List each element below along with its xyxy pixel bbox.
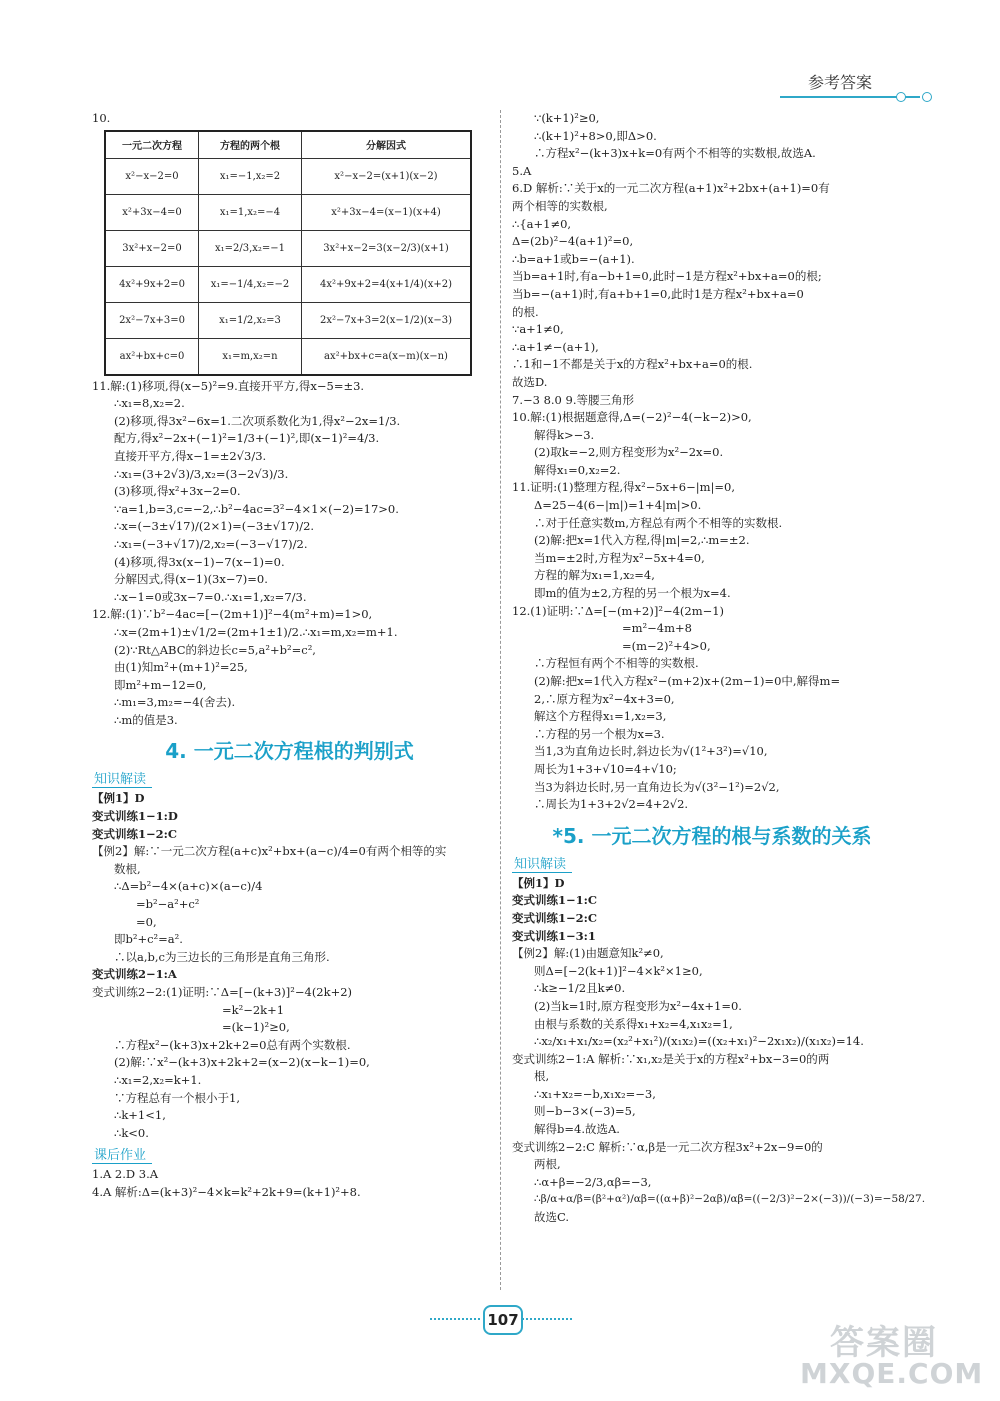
answer-line: 方程的解为x₁=1,x₂=4, — [534, 568, 655, 583]
table-row — [105, 302, 471, 338]
answer-line: 的根. — [512, 304, 539, 319]
table-cell: x₁=m,x₂=n — [199, 338, 302, 375]
answer-line: Δ=25−4(6−|m|)=1+4|m|>0. — [534, 498, 702, 513]
table-cell: 3x²+x−2=0 — [105, 230, 199, 266]
answer-line: ∴周长为1+3+2√2=4+2√2. — [534, 797, 689, 812]
answer-line: 变式训练1−2:C — [92, 826, 178, 841]
answer-line: =(k−1)²≥0, — [222, 1020, 290, 1035]
answer-line: 变式训练1−3:1 — [512, 928, 596, 943]
answer-line: (2)解:把x=1代入方程,得|m|=2,∴m=±2. — [534, 533, 750, 548]
answer-line: 解得b=4.故选A. — [534, 1122, 620, 1137]
table-cell: 3x²+x−2=3(x−2/3)(x+1) — [302, 230, 472, 266]
answer-line: 12.解:(1)∵b²−4ac=[−(2m+1)]²−4(m²+m)=1>0, — [92, 607, 373, 622]
table-cell: x²+3x−4=(x−1)(x+4) — [302, 194, 472, 230]
table-cell: x₁=2/3,x₂=−1 — [199, 230, 302, 266]
answer-line: 变式训练1−2:C — [512, 910, 598, 925]
answer-line: 由根与系数的关系得x₁+x₂=4,x₁x₂=1, — [534, 1016, 733, 1031]
answer-line: 即b²+c²=a². — [114, 932, 183, 947]
answer-line: 4.A 解析:Δ=(k+3)²−4×k=k²+2k+9=(k+1)²+8. — [92, 1184, 361, 1199]
table-cell: 2x²−7x+3=2(x−1/2)(x−3) — [302, 302, 472, 338]
answer-line: (2)当k=1时,原方程变形为x²−4x+1=0. — [534, 998, 742, 1013]
answer-line: ∴以a,b,c为三边长的三角形是直角三角形. — [114, 949, 330, 964]
answer-line: ∴{a+1≠0, — [512, 216, 572, 231]
table-cell: 2x²−7x+3=0 — [105, 302, 199, 338]
answer-line: 6.D 解析:∵关于x的一元二次方程(a+1)x²+2bx+(a+1)=0有 — [512, 181, 830, 196]
answer-line: =m²−4m+8 — [622, 621, 692, 636]
page-number-rule — [522, 1318, 572, 1320]
question-number: 10. — [92, 111, 111, 125]
answer-line: ∵方程总有一个根小于1, — [114, 1090, 240, 1105]
answer-line: ∵(k+1)²≥0, — [534, 111, 600, 125]
answer-line: 则−b−3×(−3)=5, — [534, 1104, 636, 1119]
answer-line: ∴x₁=2,x₂=k+1. — [114, 1072, 202, 1087]
answer-line: 变式训练2−1:A — [92, 967, 177, 982]
table-header-row — [105, 131, 471, 159]
answer-line: ∴方程x²−(k+3)x+k=0有两个不相等的实数根,故选A. — [534, 146, 816, 161]
column-divider — [500, 110, 501, 1290]
answer-line: ∴x₁=(3+2√3)/3,x₂=(3−2√3)/3. — [114, 466, 289, 481]
answer-line: 数根, — [114, 861, 141, 876]
table-row — [105, 194, 471, 230]
table-cell: ax²+bx+c=a(x−m)(x−n) — [302, 338, 472, 375]
answer-line: 【例2】解:(1)由题意知k²≠0, — [512, 946, 664, 961]
answer-line: ∴x₁+x₂=−b,x₁x₂=−3, — [534, 1086, 656, 1101]
answer-line: 直接开平方,得x−1=±2√3/3. — [114, 448, 267, 463]
answer-line: ∴b=a+1或b=−(a+1). — [512, 251, 635, 266]
answer-line: ∴方程的另一个根为x=3. — [534, 726, 665, 741]
answer-line: ∴x−1=0或3x−7=0.∴x₁=1,x₂=7/3. — [114, 589, 307, 604]
answer-line: (3)移项,得x²+3x−2=0. — [114, 484, 241, 499]
answer-line: 根, — [534, 1069, 550, 1084]
answer-line: =(m−2)²+4>0, — [622, 638, 711, 653]
table-cell: x²−x−2=(x+1)(x−2) — [302, 158, 472, 194]
answer-line: 当m=±2时,方程为x²−5x+4=0, — [534, 550, 705, 565]
answer-line: =b²−a²+c² — [136, 897, 200, 912]
right-column — [512, 110, 926, 1227]
answer-line: 变式训练2−2:(1)证明:∵Δ=[−(k+3)]²−4(2k+2) — [92, 985, 353, 999]
answer-line: 1.A 2.D 3.A — [92, 1167, 159, 1182]
subsection-label: 知识解读 — [92, 768, 152, 788]
answer-line: (2)解:∵x²−(k+3)x+2k+2=(x−2)(x−k−1)=0, — [114, 1055, 370, 1070]
watermark-top-text: 答案圈 — [830, 1323, 938, 1363]
answer-line: 【例2】解:∵一元二次方程(a+c)x²+bx+(a−c)/4=0有两个相等的实 — [92, 844, 447, 859]
answer-line: 【例1】D — [92, 791, 145, 806]
answer-line: ∴x=(−3±√17)/(2×1)=(−3±√17)/2. — [114, 519, 315, 534]
section-title: *5. 一元二次方程的根与系数的关系 — [552, 823, 872, 848]
answer-line: ∵a=1,b=3,c=−2,∴b²−4ac=3²−4×1×(−2)=17>0. — [114, 501, 399, 516]
answer-line: 12.(1)证明:∵Δ=[−(m+2)]²−4(2m−1) — [512, 603, 725, 618]
table-row — [105, 230, 471, 266]
answer-line: 两个相等的实数根, — [512, 198, 608, 213]
answer-line: ∴m的值是3. — [114, 712, 178, 727]
answer-line: 变式训练2−2:C 解析:∵α,β是一元二次方程3x²+2x−9=0的 — [512, 1139, 823, 1154]
answer-line: 11.解:(1)移项,得(x−5)²=9.直接开平方,得x−5=±3. — [92, 378, 365, 393]
answer-line: ∴(k+1)²+8>0,即Δ>0. — [534, 128, 657, 143]
answer-line: 【例1】D — [512, 875, 565, 890]
answer-line: 由(1)知m²+(m+1)²=25, — [114, 660, 248, 675]
answer-line: (2)∵Rt△ABC的斜边长c=5,a²+b²=c², — [114, 642, 316, 657]
answer-line: ∴1和−1不都是关于x的方程x²+bx+a=0的根. — [512, 357, 753, 372]
section-title: 4. 一元二次方程根的判别式 — [165, 739, 414, 764]
left-column — [92, 110, 487, 1202]
answer-line: ∴β/α+α/β=(β²+α²)/αβ=((α+β)²−2αβ)/αβ=((−2/3)²−2×(−3))/(−3)=−58/27. — [534, 1193, 926, 1206]
answer-line: ∴x₁=8,x₂=2. — [114, 396, 185, 411]
answer-line: ∴x=(2m+1)±√1/2=(2m+1±1)/2.∴x₁=m,x₂=m+1. — [114, 624, 398, 639]
answer-line: ∴x₁=(−3+√17)/2,x₂=(−3−√17)/2. — [114, 536, 308, 551]
table-cell: x₁=−1/4,x₂=−2 — [199, 266, 302, 302]
answer-line: 11.证明:(1)整理方程,得x²−5x+6−|m|=0, — [512, 480, 735, 495]
table-header-cell: 分解因式 — [302, 131, 472, 159]
answer-line: 故选D. — [512, 374, 548, 389]
watermark-logo — [790, 1315, 990, 1395]
answer-line: ∴α+β=−2/3,αβ=−3, — [534, 1174, 652, 1189]
answer-line: =0, — [136, 914, 157, 929]
table-cell: x₁=1/2,x₂=3 — [199, 302, 302, 338]
answer-line: ∴k<0. — [114, 1125, 149, 1140]
answer-line: 解得k>−3. — [534, 427, 595, 442]
answer-line: ∴m₁=3,m₂=−4(舍去). — [114, 695, 236, 710]
answer-line: (2)移项,得3x²−6x=1.二次项系数化为1,得x²−2x=1/3. — [114, 413, 401, 428]
answer-line: 周长为1+3+√10=4+√10; — [534, 761, 677, 776]
answer-line: (4)移项,得3x(x−1)−7(x−1)=0. — [114, 554, 285, 569]
answer-line: 5.A — [512, 163, 532, 178]
answer-line: ∴k≥−1/2且k≠0. — [534, 981, 626, 996]
table-cell: x₁=−1,x₂=2 — [199, 158, 302, 194]
header-label: 参考答案 — [808, 73, 873, 92]
page-number-rule — [430, 1318, 480, 1320]
answer-line: 10.解:(1)根据题意得,Δ=(−2)²−4(−k−2)>0, — [512, 410, 752, 425]
answer-line: 变式训练1−1:C — [512, 893, 598, 908]
table-row — [105, 266, 471, 302]
answer-line: 变式训练2−1:A 解析:∵x₁,x₂是关于x的方程x²+bx−3=0的两 — [512, 1051, 830, 1066]
answer-line: 当1,3为直角边长时,斜边长为√(1²+3²)=√10, — [534, 744, 768, 759]
answer-line: ∴x₂/x₁+x₁/x₂=(x₂²+x₁²)/(x₁x₂)=((x₂+x₁)²−2x₁x₂)/(x₁x₂)=14. — [534, 1034, 864, 1049]
answer-line: Δ=(2b)²−4(a+1)²=0, — [512, 234, 634, 249]
table-cell: x²+3x−4=0 — [105, 194, 199, 230]
header-dot-icon — [922, 92, 932, 102]
answer-line: 配方,得x²−2x+(−1)²=1/3+(−1)²,即(x−1)²=4/3. — [114, 431, 380, 446]
table-row — [105, 158, 471, 194]
answer-line: 解得x₁=0,x₂=2. — [534, 462, 621, 477]
table-cell: 4x²+9x+2=0 — [105, 266, 199, 302]
answer-line: 变式训练1−1:D — [92, 809, 178, 824]
subsection-label: 课后作业 — [92, 1144, 152, 1164]
answer-line: ∴方程恒有两个不相等的实数根. — [534, 656, 699, 671]
table-header-cell: 一元二次方程 — [105, 131, 199, 159]
answer-line: 两根, — [534, 1157, 561, 1172]
answer-line: ∴a+1≠−(a+1), — [512, 339, 599, 354]
answer-line: 则Δ=[−2(k+1)]²−4×k²×1≥0, — [534, 963, 703, 978]
answer-line: (2)解:把x=1代入方程x²−(m+2)x+(2m−1)=0中,解得m= — [534, 674, 841, 688]
table-row — [105, 338, 471, 375]
answer-line: 当b=−(a+1)时,有a+b+1=0,此时1是方程x²+bx+a=0 — [512, 286, 804, 301]
watermark-bottom-text: MXQE.COM — [800, 1357, 984, 1390]
answer-line: 当3为斜边长时,另一直角边长为√(3²−1²)=2√2, — [534, 779, 780, 794]
answer-line: ∴k+1<1, — [114, 1108, 166, 1123]
header-dot-icon — [896, 92, 906, 102]
answer-line: 分解因式,得(x−1)(3x−7)=0. — [114, 572, 268, 587]
page-number: 107 — [483, 1305, 523, 1335]
answer-line: ∴对于任意实数m,方程总有两个不相等的实数根. — [534, 515, 783, 530]
answer-line: ∴Δ=b²−4×(a+c)×(a−c)/4 — [114, 879, 263, 894]
subsection-label: 知识解读 — [512, 853, 572, 873]
table-header-cell: 方程的两个根 — [199, 131, 302, 159]
answer-line: (2)取k=−2,则方程变形为x²−2x=0. — [534, 445, 724, 460]
answer-line: ∵a+1≠0, — [512, 322, 564, 337]
answer-line: 2,∴原方程为x²−4x+3=0, — [534, 691, 675, 706]
answer-line: =k²−2k+1 — [222, 1002, 285, 1017]
answer-line: 7.−3 8.0 9.等腰三角形 — [512, 392, 634, 407]
answer-line: 故选C. — [534, 1210, 570, 1225]
answer-line: 当b=a+1时,有a−b+1=0,此时−1是方程x²+bx+a=0的根; — [512, 269, 822, 284]
table-cell: x²−x−2=0 — [105, 158, 199, 194]
answer-line: 解这个方程得x₁=1,x₂=3, — [534, 709, 667, 724]
roots-table — [104, 130, 472, 376]
table-cell: x₁=1,x₂=−4 — [199, 194, 302, 230]
table-cell: 4x²+9x+2=4(x+1/4)(x+2) — [302, 266, 472, 302]
table-cell: ax²+bx+c=0 — [105, 338, 199, 375]
answer-line: 即m²+m−12=0, — [114, 677, 207, 692]
answer-line: ∴方程x²−(k+3)x+2k+2=0总有两个实数根. — [114, 1037, 351, 1052]
answer-line: 即m的值为±2,方程的另一个根为x=4. — [534, 586, 731, 601]
